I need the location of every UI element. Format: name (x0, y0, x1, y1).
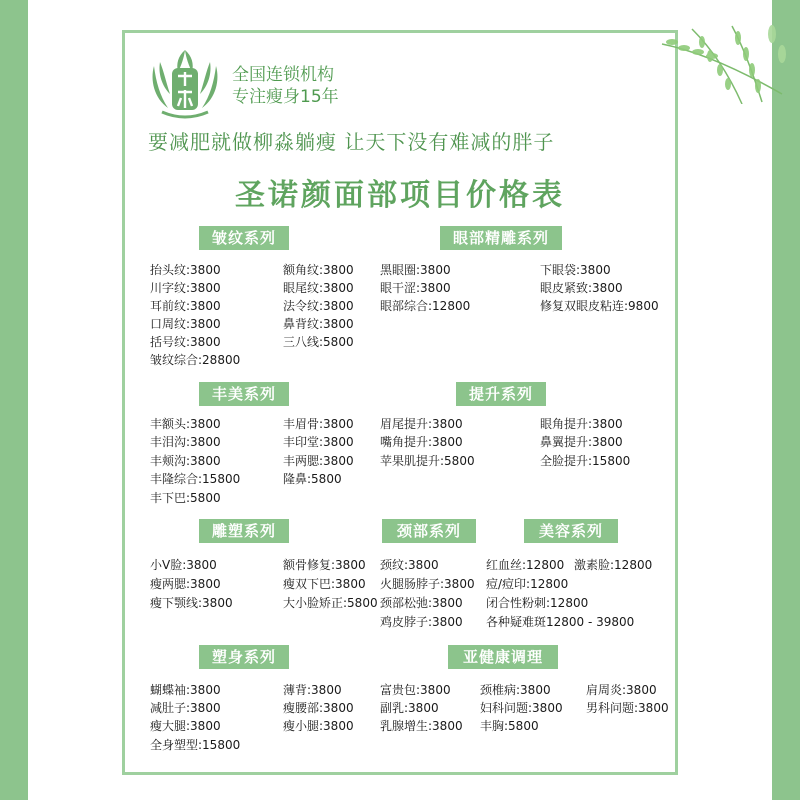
price-item: 三八线:5800 (283, 335, 354, 349)
price-item: 瘦小腿:3800 (283, 719, 354, 733)
price-item: 丰下巴:5800 (150, 491, 221, 505)
price-item: 丰额头:3800 (150, 417, 221, 431)
price-item: 颈椎病:3800 (480, 683, 551, 697)
price-item: 括号纹:3800 (150, 335, 221, 349)
price-item: 眉尾提升:3800 (380, 417, 463, 431)
section-title-fill: 丰美系列 (199, 382, 289, 406)
price-item: 黑眼圈:3800 (380, 263, 451, 277)
slogan-chain: 全国连锁机构 (232, 65, 334, 85)
price-item: 鸡皮脖子:3800 (380, 615, 463, 629)
price-item: 丰胸:5800 (480, 719, 539, 733)
left-green-border (0, 0, 28, 800)
price-item: 富贵包:3800 (380, 683, 451, 697)
price-item: 川字纹:3800 (150, 281, 221, 295)
price-item: 颈纹:3800 (380, 558, 439, 572)
price-item: 激素脸:12800 (574, 558, 653, 572)
price-item: 丰隆综合:15800 (150, 472, 241, 486)
price-item: 嘴角提升:3800 (380, 435, 463, 449)
section-title-body: 塑身系列 (199, 645, 289, 669)
price-item: 红血丝:12800 (486, 558, 565, 572)
price-item: 瘦两腮:3800 (150, 577, 221, 591)
right-green-border (772, 0, 800, 800)
price-item: 耳前纹:3800 (150, 299, 221, 313)
price-item: 小V脸:3800 (150, 558, 217, 572)
brand-logo-icon (148, 42, 222, 122)
price-item: 颈部松弛:3800 (380, 596, 463, 610)
price-item: 额角纹:3800 (283, 263, 354, 277)
price-item: 眼干涩:3800 (380, 281, 451, 295)
price-item: 苹果肌提升:5800 (380, 454, 475, 468)
section-title-lift: 提升系列 (456, 382, 546, 406)
price-item: 法令纹:3800 (283, 299, 354, 313)
slogan-years: 专注瘦身15年 (232, 87, 339, 107)
price-item: 火腿肠脖子:3800 (380, 577, 475, 591)
price-item: 眼尾纹:3800 (283, 281, 354, 295)
price-item: 隆鼻:5800 (283, 472, 342, 486)
price-item: 大小脸矫正:5800 (283, 596, 378, 610)
price-item: 口周纹:3800 (150, 317, 221, 331)
price-item: 男科问题:3800 (586, 701, 669, 715)
section-title-sculpt: 雕塑系列 (199, 519, 289, 543)
price-item: 闭合性粉刺:12800 (486, 596, 589, 610)
price-item: 瘦大腿:3800 (150, 719, 221, 733)
price-item: 眼部综合:12800 (380, 299, 471, 313)
price-item: 蝴蝶袖:3800 (150, 683, 221, 697)
price-item: 丰眉骨:3800 (283, 417, 354, 431)
price-item: 瘦下颚线:3800 (150, 596, 233, 610)
price-item: 下眼袋:3800 (540, 263, 611, 277)
tagline: 要减肥就做柳淼躺瘦 让天下没有难减的胖子 (148, 130, 555, 154)
section-title-beauty: 美容系列 (524, 519, 618, 543)
price-item: 肩周炎:3800 (586, 683, 657, 697)
price-item: 全脸提升:15800 (540, 454, 631, 468)
leaf-decoration-icon (652, 24, 792, 104)
section-title-eyes: 眼部精雕系列 (440, 226, 562, 250)
price-item: 丰印堂:3800 (283, 435, 354, 449)
price-item: 乳腺增生:3800 (380, 719, 463, 733)
price-item: 减肚子:3800 (150, 701, 221, 715)
price-item: 各种疑难斑12800 - 39800 (486, 615, 635, 629)
page-title: 圣诺颜面部项目价格表 (235, 178, 565, 213)
section-title-health: 亚健康调理 (448, 645, 558, 669)
price-item: 瘦双下巴:3800 (283, 577, 366, 591)
price-item: 丰颊沟:3800 (150, 454, 221, 468)
price-item: 薄背:3800 (283, 683, 342, 697)
price-item: 修复双眼皮粘连:9800 (540, 299, 659, 313)
price-item: 抬头纹:3800 (150, 263, 221, 277)
price-item: 痘/痘印:12800 (486, 577, 569, 591)
price-item: 瘦腰部:3800 (283, 701, 354, 715)
price-item: 皱纹综合:28800 (150, 353, 241, 367)
price-item: 副乳:3800 (380, 701, 439, 715)
price-item: 全身塑型:15800 (150, 738, 241, 752)
price-item: 鼻翼提升:3800 (540, 435, 623, 449)
price-item: 额骨修复:3800 (283, 558, 366, 572)
section-title-wrinkles: 皱纹系列 (199, 226, 289, 250)
price-item: 鼻背纹:3800 (283, 317, 354, 331)
section-title-neck: 颈部系列 (382, 519, 476, 543)
price-item: 眼角提升:3800 (540, 417, 623, 431)
price-item: 丰两腮:3800 (283, 454, 354, 468)
price-item: 眼皮紧致:3800 (540, 281, 623, 295)
price-item: 妇科问题:3800 (480, 701, 563, 715)
price-item: 丰泪沟:3800 (150, 435, 221, 449)
